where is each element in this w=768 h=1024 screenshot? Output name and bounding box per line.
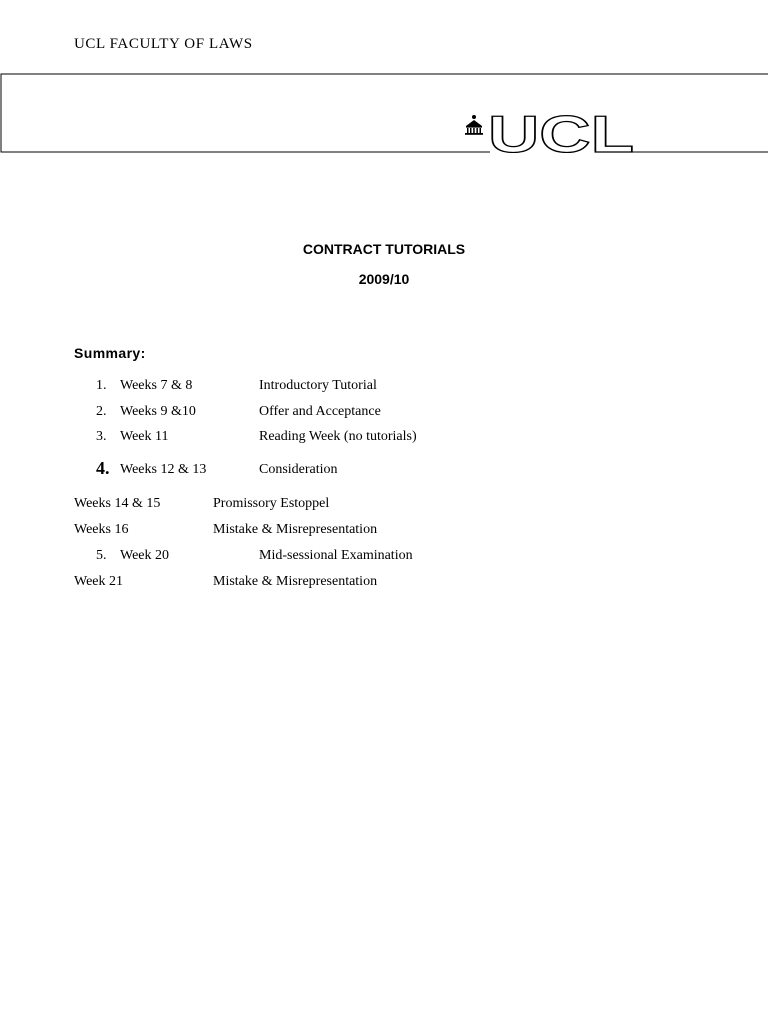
- row-number: 5.: [96, 548, 107, 563]
- row-weeks: Week 21: [74, 574, 124, 589]
- row-weeks: Weeks 7 & 8: [120, 378, 193, 393]
- row-topic: Mid-sessional Examination: [259, 548, 413, 563]
- row-topic: Introductory Tutorial: [259, 378, 377, 393]
- row-weeks: Week 11: [120, 429, 169, 444]
- ucl-logo-text: UCL: [488, 106, 634, 153]
- row-weeks: Weeks 16: [74, 522, 129, 537]
- row-number: 2.: [96, 404, 107, 419]
- row-number: 1.: [96, 378, 107, 393]
- summary-label: Summary:: [74, 345, 146, 361]
- banner-frame: [1, 74, 768, 152]
- row-weeks: Weeks 12 & 13: [120, 462, 207, 477]
- row-topic: Mistake & Misrepresentation: [213, 522, 378, 537]
- portico-icon: [465, 115, 483, 135]
- row-topic: Consideration: [259, 462, 338, 477]
- row-topic: Mistake & Misrepresentation: [213, 574, 378, 589]
- row-number: 4.: [96, 458, 110, 478]
- ucl-banner: [0, 73, 768, 153]
- row-weeks: Weeks 9 &10: [120, 404, 196, 419]
- row-weeks: Week 20: [120, 548, 170, 563]
- row-weeks: Weeks 14 & 15: [74, 496, 161, 511]
- document-title: CONTRACT TUTORIALS: [302, 241, 466, 257]
- faculty-heading: UCL FACULTY OF LAWS: [74, 36, 253, 52]
- row-topic: Promissory Estoppel: [213, 496, 330, 511]
- row-topic: Reading Week (no tutorials): [259, 429, 417, 444]
- row-number: 3.: [96, 429, 107, 444]
- row-topic: Offer and Acceptance: [259, 404, 381, 419]
- document-year: 2009/10: [358, 271, 410, 287]
